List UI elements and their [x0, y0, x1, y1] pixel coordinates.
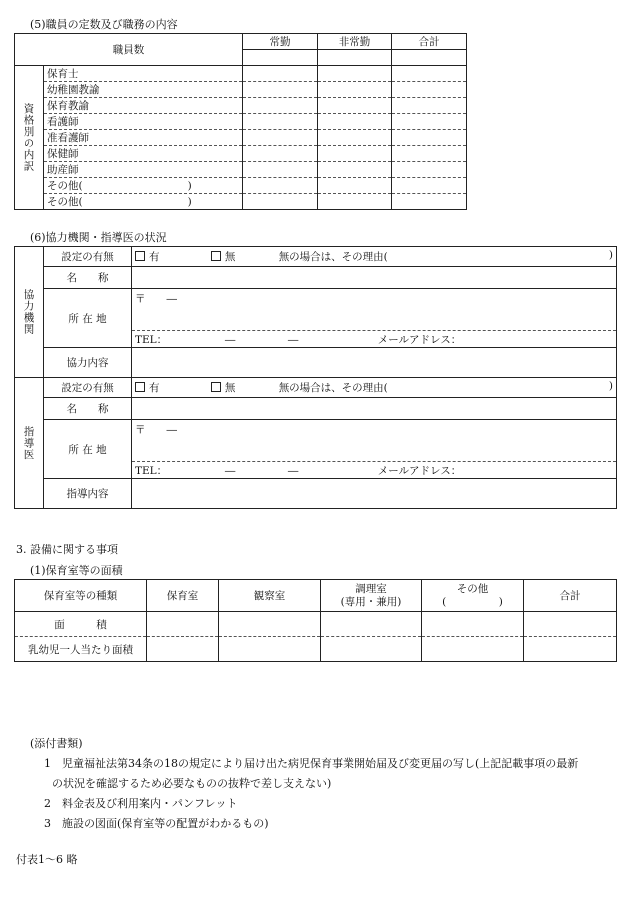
address-label: 所 在 地	[44, 420, 132, 479]
no-label: 無	[224, 382, 236, 394]
per-child-area-label: 乳幼児一人当たり面積	[15, 637, 147, 662]
staff-count-label: 職員数	[15, 34, 243, 66]
kitchen-usage: (専用・兼用)	[340, 595, 402, 608]
observation-room-header: 観察室	[219, 580, 321, 612]
postal-field[interactable]: 〒 ―	[132, 420, 617, 462]
checkbox-no[interactable]	[211, 382, 221, 392]
checkbox-no[interactable]	[211, 251, 221, 261]
content-field[interactable]	[132, 348, 617, 378]
name-field[interactable]	[132, 267, 617, 289]
section3-title: 3. 設備に関する事項	[16, 543, 118, 556]
other-header	[422, 580, 524, 612]
attachment-item: 2 料金表及び利用案内・パンフレット	[44, 797, 238, 810]
attachment-item: 3 施設の図面(保育室等の配置がわかるもの)	[44, 817, 269, 830]
staff-row-label: その他( )	[44, 178, 243, 194]
total-header: 合計	[392, 34, 467, 50]
nursery-room-header: 保育室	[147, 580, 219, 612]
footer-note: 付表1～6 略	[16, 853, 78, 866]
staff-row-label: 幼稚園教諭	[44, 82, 243, 98]
yes-label: 有	[149, 382, 160, 394]
cooperation-group-label: 協力機関	[15, 247, 44, 378]
qualification-group-label: 資格別の内訳	[15, 66, 44, 210]
area-table	[14, 579, 617, 662]
reason-close: )	[608, 249, 613, 261]
reason-label: 無の場合は、その理由(	[278, 382, 388, 394]
area-row-label: 面 積	[15, 612, 147, 637]
room-type-header: 保育室等の種類	[15, 580, 147, 612]
staff-table	[14, 33, 467, 210]
setting-label: 設定の有無	[44, 247, 132, 267]
mail-label: メールアドレス：	[377, 464, 462, 477]
staff-row-label: 保健師	[44, 146, 243, 162]
area-subtitle: (1)保育室等の面積	[30, 564, 123, 577]
mail-label: メールアドレス：	[377, 333, 462, 346]
attachments-title: (添付書類)	[30, 737, 83, 750]
kitchen-header	[321, 580, 422, 612]
section6-title: (6)協力機関・指導医の状況	[30, 231, 167, 244]
staff-row-label: その他( )	[44, 194, 243, 210]
staff-row-label: 准看護師	[44, 130, 243, 146]
name-label: 名 称	[44, 267, 132, 289]
kitchen-label: 調理室	[355, 582, 387, 595]
setting-cell	[132, 378, 617, 398]
staff-row-label: 看護師	[44, 114, 243, 130]
setting-label: 設定の有無	[44, 378, 132, 398]
total-header: 合計	[524, 580, 617, 612]
attachment-item: 1 児童福祉法第34条の18の規定により届け出た病児保育事業開始届及び変更届の写し(上記記載事項の最新	[44, 757, 579, 770]
name-label: 名 称	[44, 398, 132, 420]
contact-field	[132, 331, 617, 348]
cooperation-table	[14, 246, 617, 509]
reason-label: 無の場合は、その理由(	[278, 251, 388, 263]
content-label: 指導内容	[44, 479, 132, 509]
attachment-item-cont: の状況を確認するため必要なものの抜粋で差し支えない)	[52, 777, 332, 790]
section5-title: (5)職員の定数及び職務の内容	[30, 18, 178, 31]
tel-label: TEL： ― ―	[135, 333, 299, 346]
reason-close: )	[608, 380, 613, 392]
content-field[interactable]	[132, 479, 617, 509]
address-label: 所 在 地	[44, 289, 132, 348]
setting-cell	[132, 247, 617, 267]
other-label: その他	[456, 582, 489, 595]
tel-label: TEL： ― ―	[135, 464, 299, 477]
attachments	[30, 734, 622, 834]
name-field[interactable]	[132, 398, 617, 420]
no-label: 無	[224, 251, 236, 263]
checkbox-yes[interactable]	[135, 251, 145, 261]
staff-row-label: 保育士	[44, 66, 243, 82]
other-paren: ( )	[442, 595, 503, 608]
fulltime-header: 常勤	[243, 34, 318, 50]
doctor-group-label: 指導医	[15, 378, 44, 509]
staff-row-label: 助産師	[44, 162, 243, 178]
content-label: 協力内容	[44, 348, 132, 378]
staff-row-label: 保育教諭	[44, 98, 243, 114]
parttime-header: 非常勤	[318, 34, 392, 50]
yes-label: 有	[149, 251, 160, 263]
checkbox-yes[interactable]	[135, 382, 145, 392]
contact-field	[132, 462, 617, 479]
postal-field[interactable]: 〒 ―	[132, 289, 617, 331]
